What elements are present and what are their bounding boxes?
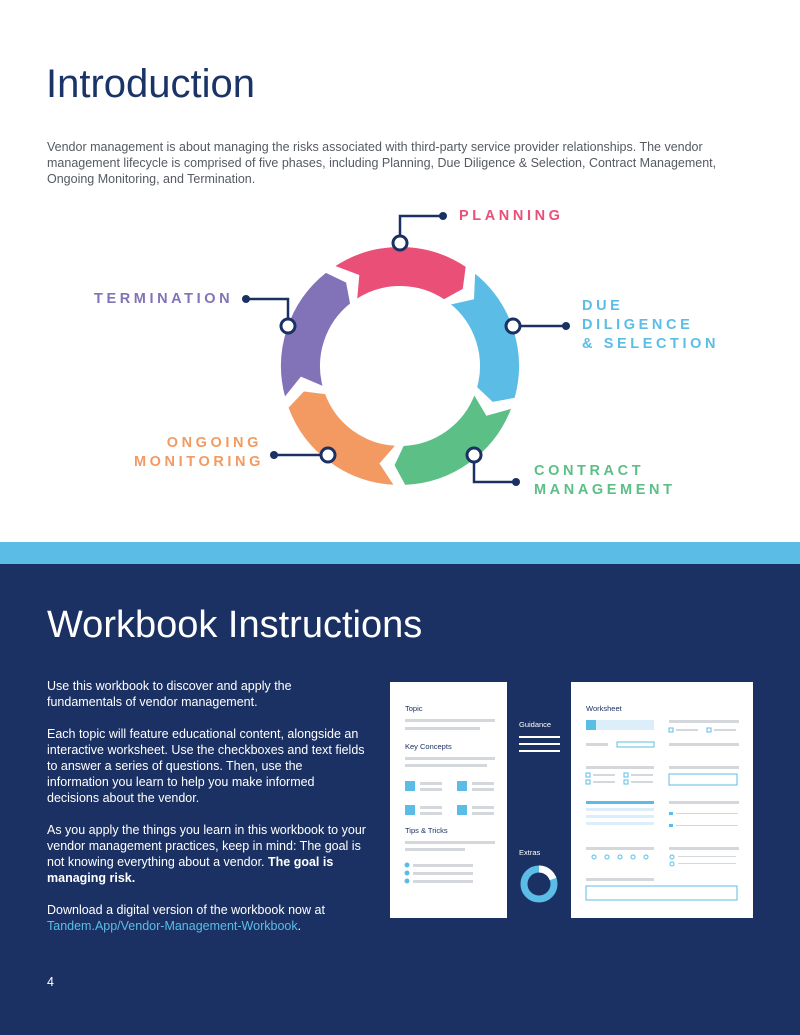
mockup-key-concepts-label: Key Concepts (405, 742, 452, 751)
workbook-mockup (390, 682, 753, 918)
intro-paragraph: Vendor management is about managing the risks associated with third-party service provider relationships. The vendor management lifecycle is comprised of five phases, including Planning, Due Diligence & Selection, Contract Management, Ongoing Monitoring, and Termination. (47, 140, 717, 186)
page-number: 4 (47, 975, 54, 989)
ring-segment-contract-management (393, 393, 512, 486)
section-title: Workbook Instructions (47, 604, 423, 646)
lifecycle-diagram (0, 195, 800, 515)
lifecycle-ring (0, 195, 800, 515)
mockup-tips-label: Tips & Tricks (405, 826, 448, 835)
divider-band (0, 542, 800, 564)
emphasis-text: The goal is managing risk. (47, 855, 334, 885)
mockup-worksheet-label: Worksheet (586, 704, 622, 713)
page-title: Introduction (46, 62, 256, 106)
workbook-section (0, 564, 800, 1035)
workbook-link[interactable]: Tandem.App/Vendor-Management-Workbook (47, 919, 298, 933)
connector-node-contract-management (467, 448, 481, 462)
phase-label-contract-management: CONTRACT MANAGEMENT (534, 463, 676, 498)
ring-segment-termination (280, 272, 351, 399)
connector-end-dot-due-diligence (562, 322, 570, 330)
instructions-paragraph-3-text: As you apply the things you learn in this workbook to your vendor management practices, keep in mind: The goal is not knowing everything about a vendor. (47, 823, 366, 869)
mockup-guidance-label: Guidance (519, 720, 552, 729)
mockup-topic-label: Topic (405, 704, 423, 713)
connector-node-planning (393, 236, 407, 250)
instructions-paragraph-4 (47, 902, 367, 934)
download-text: Download a digital version of the workbook now at (47, 903, 325, 917)
phase-label-due-diligence: DUE DILIGENCE & SELECTION (582, 298, 720, 352)
connector-end-dot-planning (439, 212, 447, 220)
mockup-extras-label: Extras (519, 848, 541, 857)
instructions-paragraph-1: Use this workbook to discover and apply the fundamentals of vendor management. (47, 679, 292, 709)
link-period: . (297, 919, 302, 933)
connector-end-dot-ongoing-monitoring (270, 451, 278, 459)
ring-segment-ongoing-monitoring (287, 390, 397, 486)
phase-label-termination: TERMINATION (94, 291, 234, 307)
connector-node-ongoing-monitoring (321, 448, 335, 462)
connector-end-dot-termination (242, 295, 250, 303)
instructions-paragraph-3 (47, 822, 367, 886)
connector-end-dot-contract-management (512, 478, 520, 486)
instructions-text (47, 678, 367, 950)
connector-node-due-diligence (506, 319, 520, 333)
ring-segment-planning (333, 246, 467, 300)
connector-node-termination (281, 319, 295, 333)
phase-label-ongoing-monitoring: ONGOING MONITORING (134, 435, 264, 470)
instructions-paragraph-2: Each topic will feature educational content, alongside an interactive worksheet. Use the checkboxes and text fields to answer a series of questions. Then, use the information you learn to help you make informed decisions about the vendor. (47, 727, 365, 805)
phase-label-planning: PLANNING (459, 208, 564, 224)
